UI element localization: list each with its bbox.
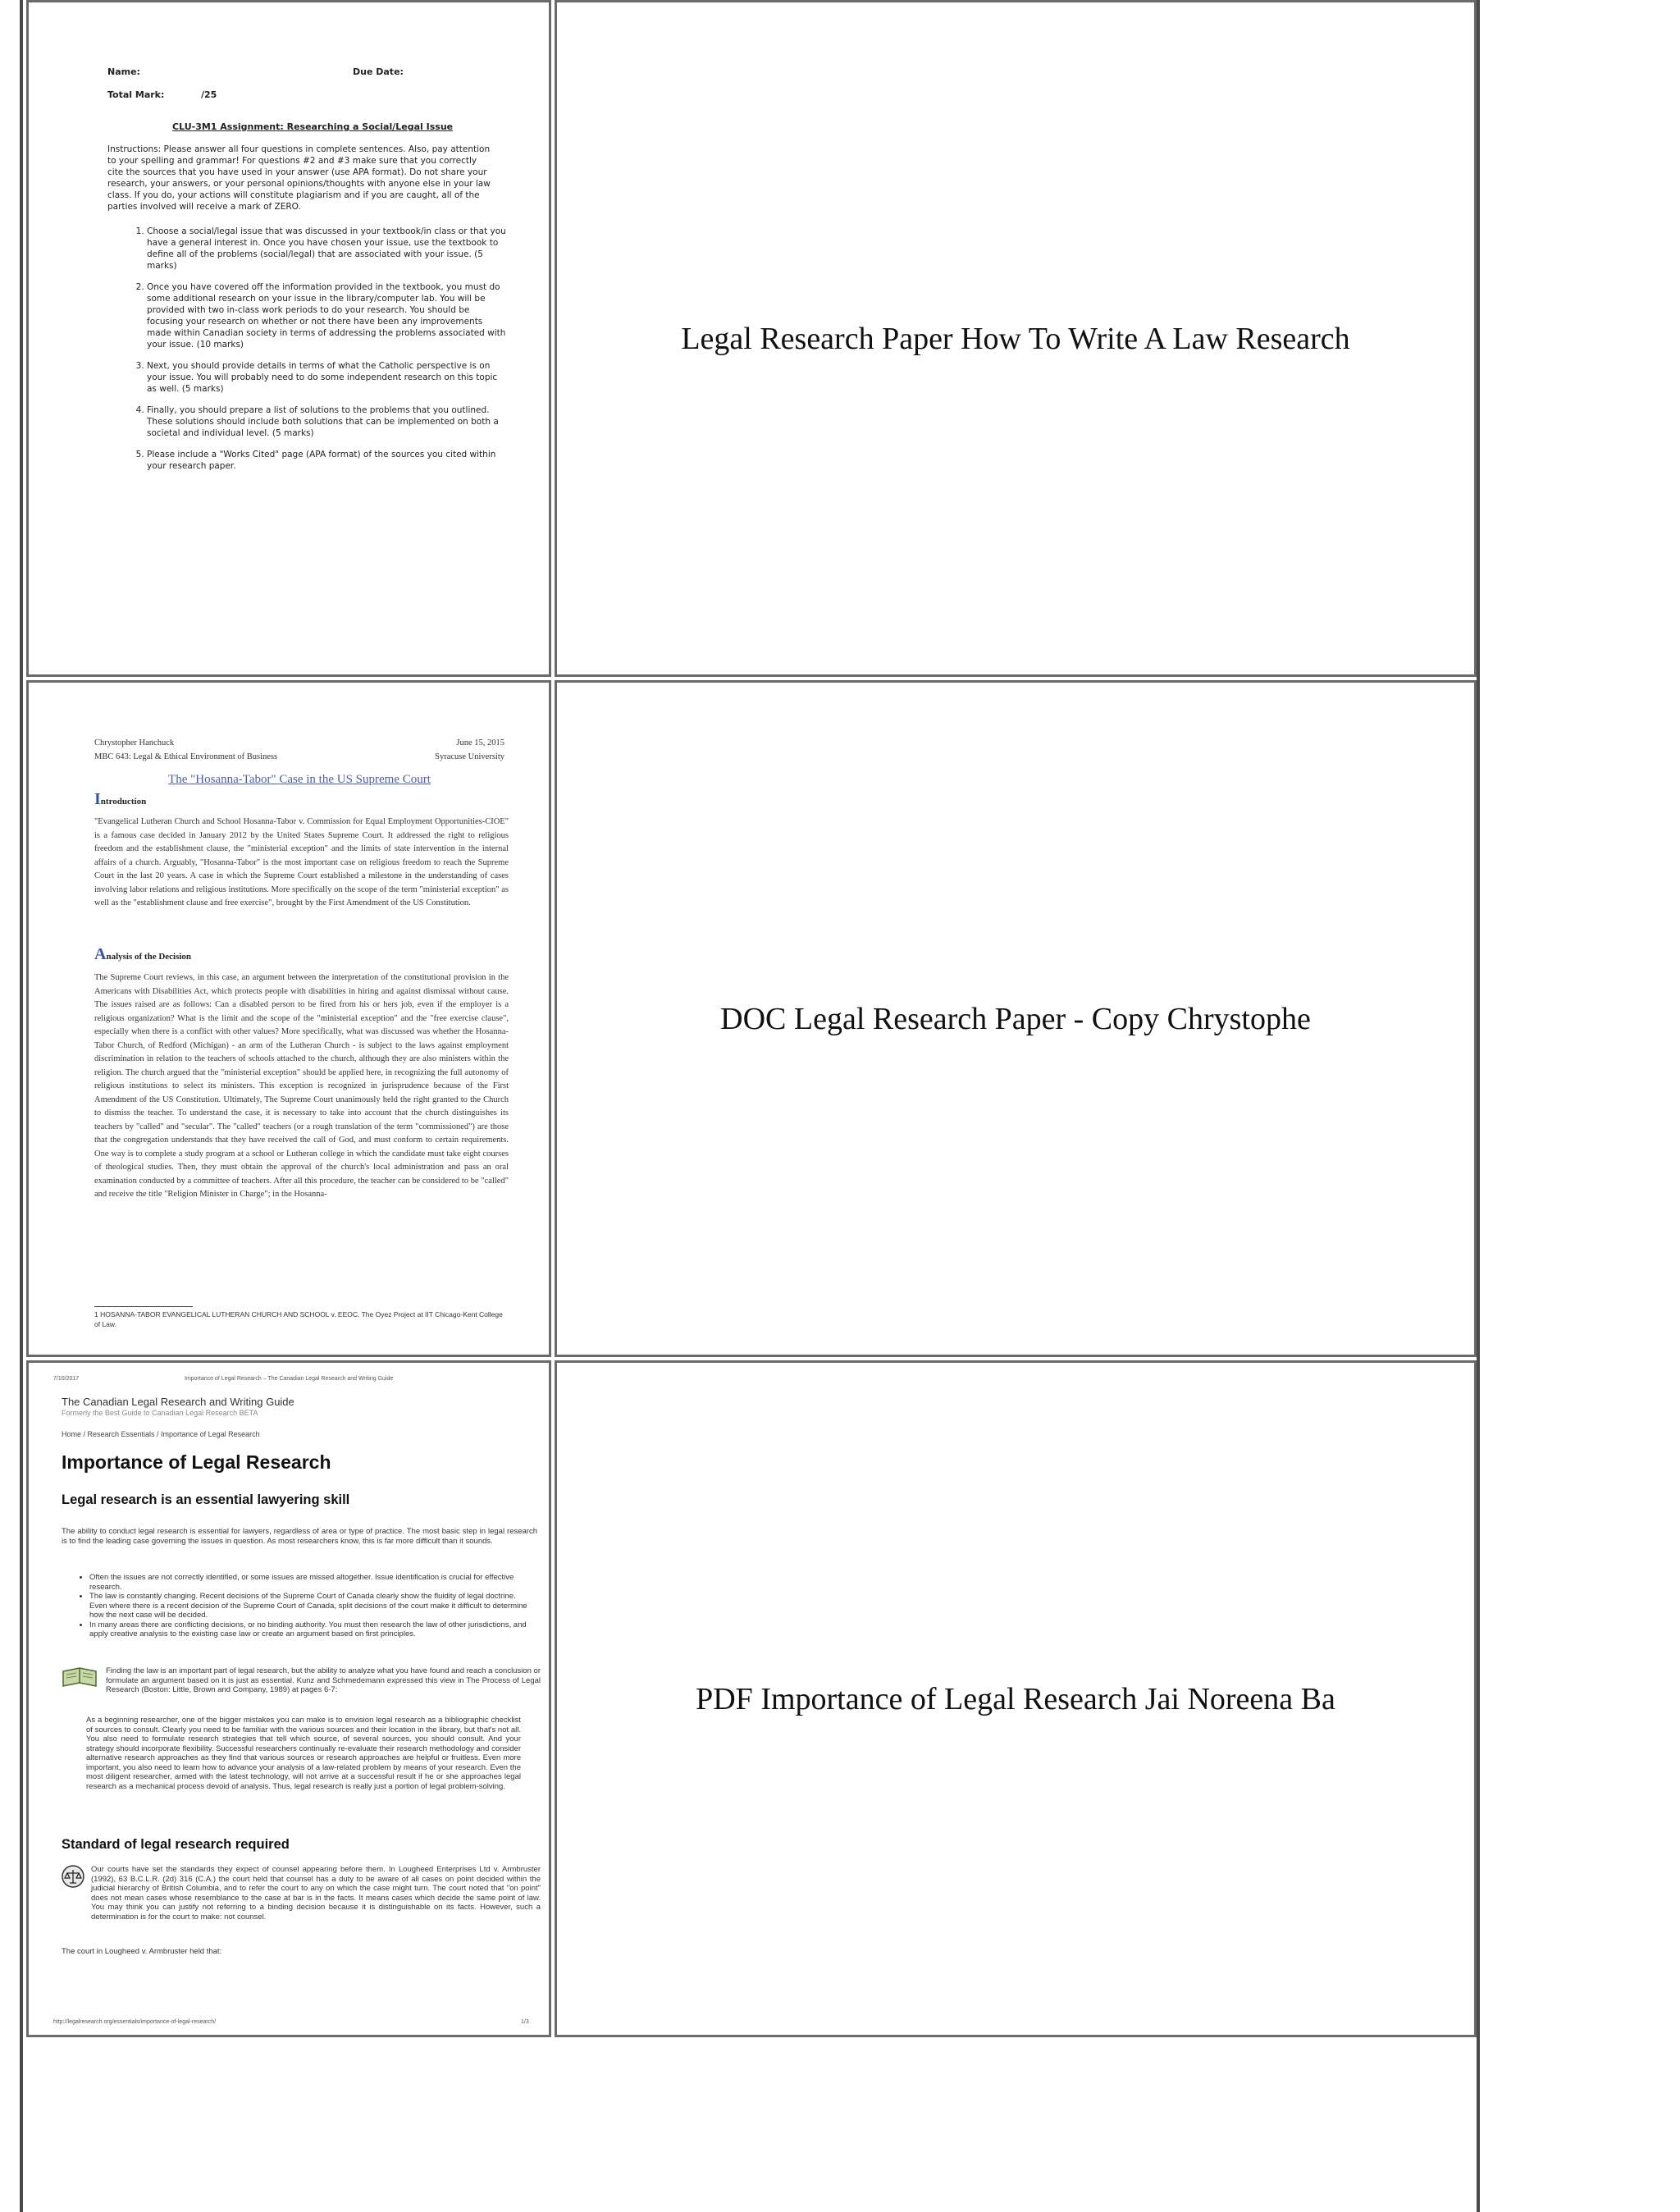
paper-title: The "Hosanna-Tabor" Case in the US Supreme Court bbox=[168, 773, 431, 786]
book-icon bbox=[62, 1665, 98, 1688]
list-item: • In many areas there are conflicting decisions, or no binding authority. You must then research the law of other jurisdictions, and apply creative analysis to the existing case law or create an argument based on first principles. bbox=[89, 1620, 532, 1639]
result-caption[interactable]: PDF Importance of Legal Research Jai Noreena Ba bbox=[696, 1681, 1335, 1716]
result-caption[interactable]: DOC Legal Research Paper - Copy Chrystophe bbox=[720, 1001, 1311, 1036]
result-row-2 bbox=[25, 680, 1477, 1357]
analysis-paragraph: Finding the law is an important part of legal research, but the ability to analyze what you have found and reach a conclusion or formulate an argument based on it is just as essential. Kunz and Schmedemann expressed this view in The Process of Legal Research (Boston: Little, Brown and Company, 1989) at pages 6-7: bbox=[106, 1666, 541, 1694]
closing-line: The court in Lougheed v. Armbruster held that: bbox=[62, 1947, 222, 1956]
breadcrumb: Home / Research Essentials / Importance of Legal Research bbox=[62, 1430, 260, 1438]
footnote-divider bbox=[94, 1306, 193, 1307]
introduction-text: "Evangelical Lutheran Church and School Hosanna-Tabor v. Commission for Equal Employment Opportunities-CIOE" is a famous case decided in January 2012 by the United States Supreme Court. It addressed the right to religious freedom and the establishment clause, the "ministerial exception" and the limits of state intervention in the internal affairs of a church. Arguably, "Hosanna-Tabor" is the most important case on religious freedom to reach the Supreme Court in the last 20 years. A case in which the Supreme Court established a milestone in the understanding of cases involving labor relations and religious institutions. More specifically on the scope of the term "ministerial exception" as well as the "establishment clause and free exercise", brought by the First Amendment of the US Constitution. bbox=[94, 817, 509, 907]
standard-paragraph: Our courts have set the standards they expect of counsel appearing before them. In Lougheed Enterprises Ltd v. Armbruster (1992), 63 B.C.L.R. (2d) 316 (C.A.) the court held that counsel has a duty to be aware of all cases on point decided within the judicial hierarchy of British Columbia, and to refer the court to any on which the case might turn. The court noted that "on point" does not mean cases whose resemblance to the case at bar is in the facts. It means cases which decide the same point of law. You may think you can justify not referring to a binding decision because it is distinguishable on its facts. However, such a determination is for the court to make: not counsel. bbox=[91, 1865, 541, 1922]
block-quote: As a beginning researcher, one of the bigger mistakes you can make is to envision legal research as a bibliographic checklist of sources to consult. Clearly you need to be familiar with the various sources and their location in the library, but that's not all. You also need to formulate research strategies that tell which source, of several sources, you should consult. And your strategy should incorporate flexibility. Successful researchers continually re-evaluate their research methodology and consider alternative research approaches as they find that various sources or research approaches are helpful or fruitless. Even more important, you also need to learn how to advance your analysis of a law-related problem by means of your research. Even the most diligent researcher, armed with the latest technology, will not arrive at a successful result if he or she approaches legal research as a mechanical process devoid of analysis. Thus, legal research is really just a portion of legal problem-solving. bbox=[86, 1716, 521, 1791]
analysis-text: The Supreme Court reviews, in this case, an argument between the interpretation of the constitutional provision in the Americans with Disabilities Act, which protects people with disabilities in hiring and against dismissal without cause. The issues raised are as follows: Can a disabled person to be fired from his or hers job, even if the employer is a religious organization? What is the limit and the scope of the "ministerial exception" and the "free exercise clause", especially when there is a conflict with other values? More specifically, what was discussed was whether the Hosanna-Tabor Church, of Redford (Michigan) - an arm of the Lutheran Church - is subject to the laws against employment discrimination in relation to the teachers of schools attached to the church, although they are also ministers within the religion. The church argued that the "ministerial exception" should be applied here, in recognizing the full autonomy of religious institutions to select its ministers. This exception is recognized in jurisprudence because of the First Amendment of the US Constitution. Ultimately, The Supreme Court unanimously held the right granted to the Church to dismiss the teacher. To understand the case, it is necessary to take into account that the church distinguishes its teachers by "called" and "secular". The "called" teachers (or a rough translation of the term "commissioned") are those that the congregation understands that they have received the call of God, and must conform to certain requirements. One way is to complete a study program at a school or Lutheran college in which the candidate must take eight courses of theological studies. Then, they must obtain the approval of the church's local administration and pass an oral examination conducted by a committee of teachers. After all this procedure, the teacher can be considered to be "called" and receive the title "Religion Minister in Charge"; in the Hosanna- bbox=[94, 973, 509, 1199]
author-name: Chrystopher Hanchuck bbox=[94, 738, 175, 747]
footnote-text: 1 HOSANNA-TABOR EVANGELICAL LUTHERAN CHURCH AND SCHOOL v. EEOC. The Oyez Project at IIT Chicago-Kent College of Law. bbox=[94, 1310, 503, 1328]
list-item: • Often the issues are not correctly identified, or some issues are missed altogether. Issue identification is crucial for effective research. bbox=[89, 1573, 532, 1592]
result-caption-cell-3[interactable] bbox=[555, 1360, 1477, 2037]
print-title: Importance of Legal Research – The Canadian Legal Research and Writing Guide bbox=[185, 1376, 394, 1382]
document-preview-assignment bbox=[29, 2, 549, 674]
university-name: Syracuse University bbox=[435, 752, 504, 761]
total-mark-value: /25 bbox=[201, 89, 217, 100]
paper-header bbox=[94, 737, 504, 764]
scales-of-justice-icon bbox=[62, 1865, 84, 1888]
result-row-3 bbox=[25, 1360, 1477, 2037]
result-caption-cell-1[interactable] bbox=[555, 0, 1477, 677]
result-caption[interactable]: Legal Research Paper How To Write A Law Research bbox=[681, 321, 1350, 356]
article-title: Importance of Legal Research bbox=[62, 1451, 331, 1473]
question-item: 4. Finally, you should prepare a list of solutions to the problems that you outlined. These solutions should include both solutions that can be implemented on both a societal and individual level. (5 marks) bbox=[147, 404, 508, 439]
section-heading-analysis: Analysis of the Decision bbox=[94, 945, 192, 963]
question-item: 5. Please include a "Works Cited" page (APA format) of the sources you cited within your research paper. bbox=[147, 449, 508, 472]
total-mark-label: Total Mark: bbox=[107, 89, 165, 100]
result-thumbnail-1[interactable] bbox=[26, 0, 551, 677]
section-heading-introduction: Introduction bbox=[94, 790, 147, 808]
section-heading-essential: Legal research is an essential lawyering skill bbox=[62, 1492, 350, 1507]
name-label: Name: bbox=[107, 66, 140, 77]
question-item: 3. Next, you should provide details in terms of what the Catholic perspective is on your issue. You will probably need to do some independent research on this topic as well. (5 marks) bbox=[147, 360, 508, 395]
assignment-questions bbox=[127, 226, 508, 482]
document-preview-importance bbox=[29, 1363, 549, 2035]
intro-paragraph: The ability to conduct legal research is essential for lawyers, regardless of area or type of practice. The most basic step in legal research is to find the leading case governing the issues in question. As most researchers know, this is far more difficult than it sounds. bbox=[62, 1527, 537, 1546]
question-item: 1. Choose a social/legal issue that was discussed in your textbook/in class or that you have a general interest in. Once you have chosen your issue, use the textbook to define all of the problems (social/legal) that are associated with your issue. (5 marks) bbox=[147, 226, 508, 272]
due-date-label: Due Date: bbox=[353, 66, 404, 77]
page-number: 1/3 bbox=[521, 2019, 529, 2025]
section-heading-standard: Standard of legal research required bbox=[62, 1837, 290, 1852]
list-item: • The law is constantly changing. Recent decisions of the Supreme Court of Canada clearly show the fluidity of legal doctrine. Even where there is a recent decision of the Supreme Court of Canada, split decisions of the court make it difficult to determine how the next case will be decided. bbox=[89, 1592, 532, 1620]
result-thumbnail-3[interactable] bbox=[26, 1360, 551, 2037]
result-caption-cell-2[interactable] bbox=[555, 680, 1477, 1357]
document-preview-hosanna-tabor bbox=[29, 683, 549, 1355]
footer-url: http://legalresearch.org/essentials/importance-of-legal-research/ bbox=[53, 2019, 217, 2025]
assignment-title: CLU-3M1 Assignment: Researching a Social/Legal Issue bbox=[172, 121, 454, 132]
site-subtitle: Formerly the Best Guide to Canadian Legal Research BETA bbox=[62, 1409, 258, 1417]
result-row-1 bbox=[25, 0, 1477, 677]
paper-date: June 15, 2015 bbox=[456, 738, 504, 747]
question-item: 2. Once you have covered off the information provided in the textbook, you must do some additional research on your issue in the library/computer lab. You will be provided with two in-class work periods to do your research. You should be focusing your research on whether or not there have been any improvements made within Canadian society in terms of addressing the problems associated with your issue. (10 marks) bbox=[147, 281, 508, 350]
result-thumbnail-2[interactable] bbox=[26, 680, 551, 1357]
issues-list bbox=[78, 1573, 532, 1639]
site-title: The Canadian Legal Research and Writing Guide bbox=[62, 1396, 294, 1408]
course-name: MBC 643: Legal & Ethical Environment of Business bbox=[94, 752, 278, 761]
instructions-text: Instructions: Please answer all four questions in complete sentences. Also, pay attention to your spelling and grammar! For questions #2 and #3 make sure that you correctly cite the sources that you have used in your answer (use APA format). Do not share your research, your answers, or your personal opinions/thoughts with anyone else in your law class. If you do, your actions will constitute plagiarism and if you are caught, all of the parties involved will receive a mark of ZERO. bbox=[107, 144, 491, 212]
print-date: 7/10/2017 bbox=[53, 1376, 80, 1382]
